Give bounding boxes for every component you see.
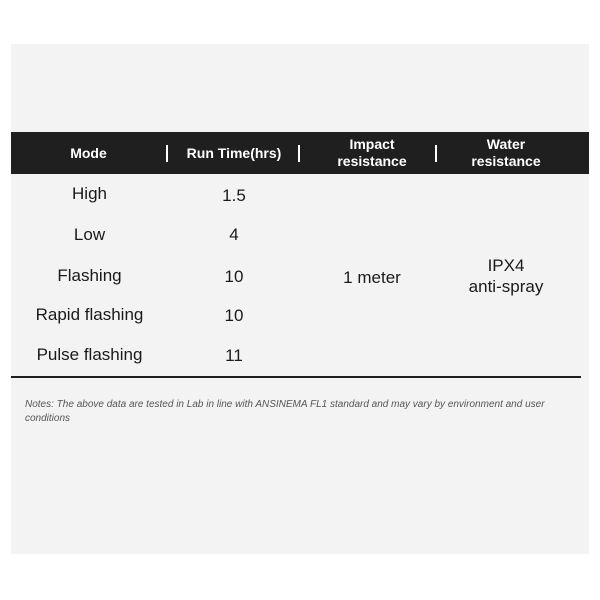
header-run-time (169, 132, 299, 174)
table-row-mode: Pulse flashing (36, 345, 143, 364)
notes-text: Notes: The above data are tested in Lab in line with ANSINEMA FL1 standard and may vary by environment and user conditions (25, 399, 545, 424)
table-row-run-time: 1.5 (222, 186, 246, 205)
table-row-mode: Rapid flashing (35, 305, 144, 324)
table-bottom-rule (11, 376, 581, 378)
impact-value-text: 1 meter (343, 267, 401, 287)
table-row-run-time: 11 (225, 346, 243, 365)
header-mode-label: Mode (70, 144, 107, 161)
header-separator (298, 145, 300, 162)
table-row-run-time: 4 (229, 225, 239, 244)
header-impact-line2: resistance (337, 153, 407, 169)
header-impact-line1: Impact (349, 136, 395, 152)
water-value-line2: anti-spray (468, 277, 544, 296)
header-water (441, 132, 571, 174)
table-row-run-time: 10 (224, 306, 244, 325)
header-impact (307, 132, 437, 174)
spec-card (11, 44, 589, 554)
header-separator (166, 145, 168, 162)
table-row-run-time: 10 (224, 267, 244, 286)
table-header (11, 132, 589, 174)
header-water-line1: Water (486, 136, 526, 152)
table-row-mode: High (72, 184, 107, 203)
water-value-line1: IPX4 (487, 256, 525, 275)
water-resistance-value (441, 254, 571, 298)
impact-resistance-value (307, 264, 437, 290)
header-mode (11, 132, 166, 174)
header-water-line2: resistance (471, 153, 541, 169)
table-row-mode: Flashing (57, 266, 122, 285)
header-separator (435, 145, 437, 162)
header-run-time-label: Run Time(hrs) (186, 144, 282, 161)
table-row-mode: Low (73, 225, 106, 244)
